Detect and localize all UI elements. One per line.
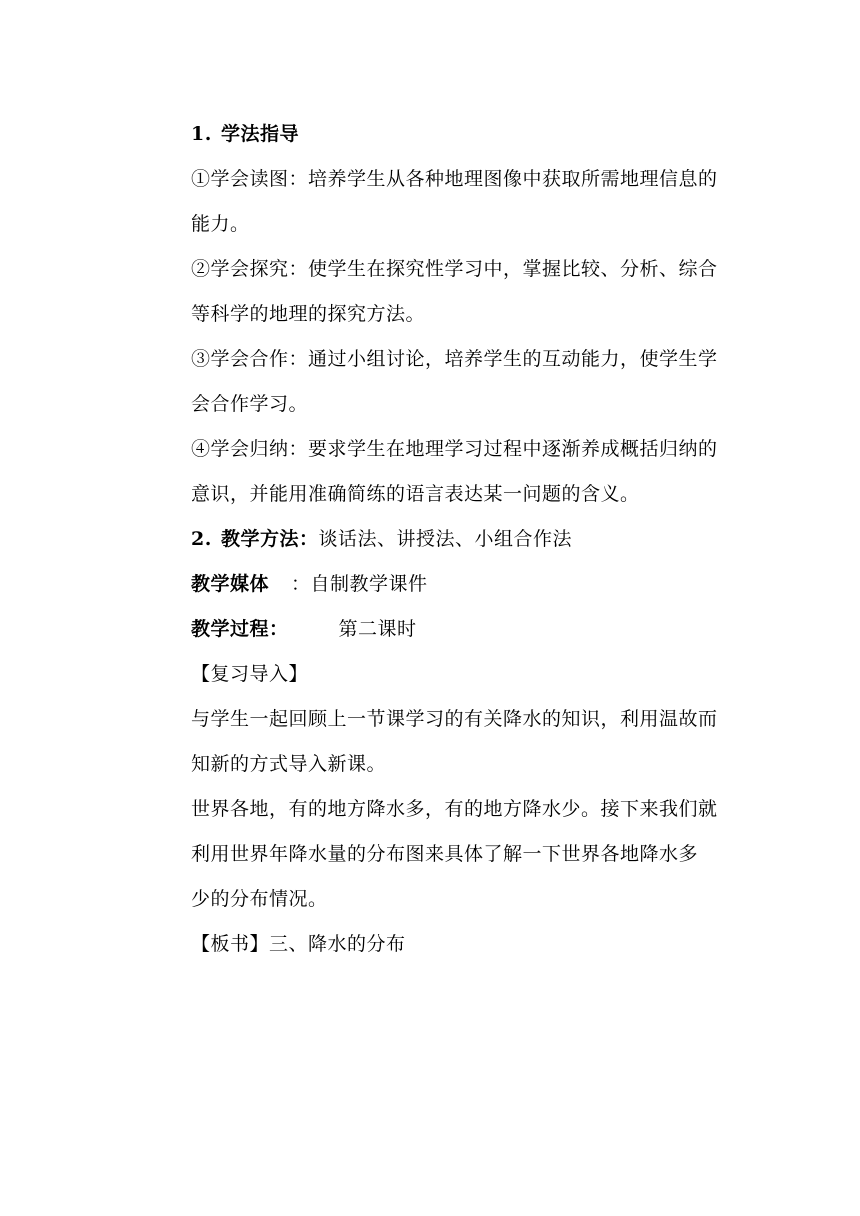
section1-title: 学法指导 — [221, 123, 300, 145]
review-paragraph2-line-2: 利用世界年降水量的分布图来具体了解一下世界各地降水多 — [191, 843, 699, 865]
method-item-4-line-2: 意识，并能用准确简练的语言表达某一问题的含义。 — [191, 483, 640, 505]
section2-heading: 教学方法： — [221, 528, 319, 550]
method-item-2-line-1: ②学会探究：使学生在探究性学习中，掌握比较、分析、综合 — [191, 258, 718, 280]
method-item-4-line-1: ④学会归纳：要求学生在地理学习过程中逐渐养成概括归纳的 — [191, 438, 718, 460]
section1-heading — [191, 112, 736, 157]
process-line — [191, 607, 736, 652]
section1-number: 1. — [191, 123, 212, 145]
media-line — [191, 562, 736, 607]
process-heading: 教学过程： — [191, 618, 289, 640]
review-heading: 【复习导入】 — [191, 663, 309, 685]
section2-line — [191, 517, 736, 562]
method-item-2-line-2: 等科学的地理的探究方法。 — [191, 303, 426, 325]
method-item-3-line-1: ③学会合作：通过小组讨论，培养学生的互动能力，使学生学 — [191, 348, 718, 370]
method-item-1-line-2: 能力。 — [191, 213, 250, 235]
board-line: 【板书】三、降水的分布 — [191, 933, 406, 955]
document-page — [191, 112, 736, 967]
review-paragraph2-line-3: 少的分布情况。 — [191, 888, 328, 910]
media-heading: 教学媒体 — [191, 573, 270, 595]
method-item-3-line-2: 会合作学习。 — [191, 393, 309, 415]
review-paragraph2-line-1: 世界各地，有的地方降水多，有的地方降水少。接下来我们就 — [191, 798, 718, 820]
section2-text: 谈话法、讲授法、小组合作法 — [318, 528, 573, 550]
process-text: 第二课时 — [338, 618, 417, 640]
media-text: ：自制教学课件 — [291, 573, 428, 595]
method-item-1-line-1: ①学会读图：培养学生从各种地理图像中获取所需地理信息的 — [191, 168, 718, 190]
review-paragraph1-line-1: 与学生一起回顾上一节课学习的有关降水的知识，利用温故而 — [191, 708, 718, 730]
section2-number: 2. — [191, 528, 212, 550]
review-paragraph1-line-2: 知新的方式导入新课。 — [191, 753, 387, 775]
